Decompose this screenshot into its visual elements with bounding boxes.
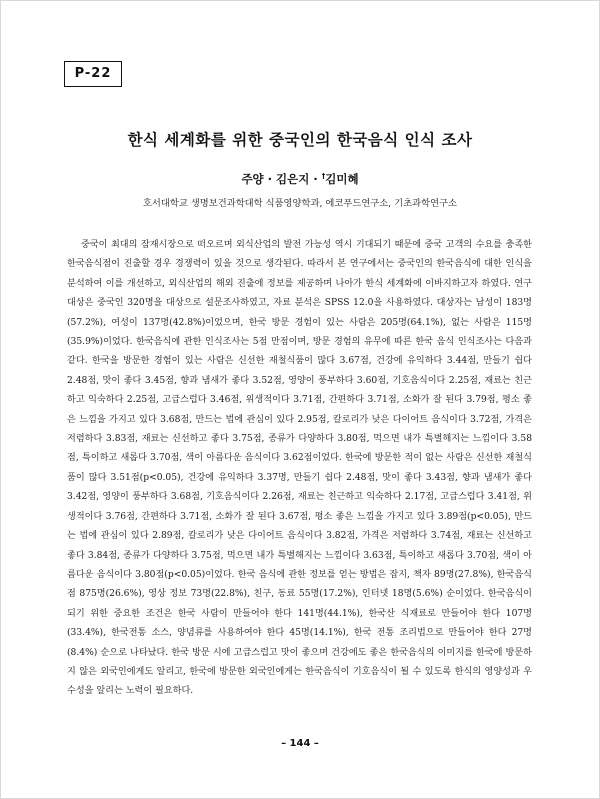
affiliation: 호서대학교 생명보건과학대학 식품영양학과, 에코푸드연구소, 기초과학연구소 xyxy=(142,198,458,209)
abstract-body: 중국이 최대의 잠재시장으로 떠오르며 외식산업의 발전 가능성 역시 기대되기 때문에 중국 고객의 수요를 충족한 한국음식점이 진출할 경우 경쟁력이 있을 것으로 생각된다. 따라서 본 연구에서는 중국인의 한국음식에 대한 인식을 분석하여 이를 개선하고, 외식산업의 해외 진출에 정보를 제공하며 나아가 한식 세계화에 이바지하고자 하였다. 연구 대상은 중국인 320명을 대상으로 설문조사하였고, 자료 분석은 SPSS 12.0을 사용하였다. 대상자는 남성이 183명(57.2%), 여성이 137명(42.8%)이었으며, 한국 방문 경험이 있는 사람은 205명(64.1%), 없는 사람은 115명(35.9%)이었다. 한국음식에 관한 인식조사는 5점 만점이며, 방문 경험의 유무에 따른 한국 음식 인식조사는 다음과 같다. 한국을 방문한 경험이 있는 사람은 신선한 재철식품이 많다 3.67점, 건강에 유익하다 3.44점, 만들기 쉽다 2.48점, 맛이 좋다 3.45점, 향과 냄새가 좋다 3.52점, 영양이 풍부하다 3.60점, 기호음식이다 2.25점, 재료는 친근하고 익숙하다 2.25점, 고급스럽다 3.46점, 위생적이다 3.71점, 간편하다 3.71점, 소화가 잘 된다 3.79점, 평소 좋은 느낌을 가지고 있다 3.68점, 만드는 법에 관심이 있다 2.95점, 칼로리가 낮은 다이어트 음식이다 3.72점, 가격은 저렴하다 3.83점, 재료는 신선하고 좋다 3.75점, 종류가 다양하다 3.80점, 먹으면 내가 특별해지는 느낌이다 3.58점, 특이하고 새롭다 3.70점, 색이 아름다운 음식이다 3.62점이었다. 한국에 방문한 적이 없는 사람은 신선한 재철식품이 많다 3.51점(p<0.05), 건강에 유익하다 3.37명, 만들기 쉽다 2.48점, 맛이 좋다 3.43점, 향과 냄새가 좋다 3.42점, 영양이 풍부하다 3.68점, 기호음식이다 2.26점, 재료는 친근하고 익숙하다 2.17점, 고급스럽다 3.41점, 위생적이다 3.76점, 간편하다 3.71점, 소화가 잘 된다 3.67점, 평소 좋은 느낌을 가지고 있다 3.89점(p<0.05), 만드는 법에 관심이 있다 2.89점, 칼로리가 낮은 다이어트 음식이다 3.82점, 가격은 저렴하다 3.74점, 재료는 신선하고 좋다 3.84점, 종류가 다양하다 3.75점, 먹으면 내가 특별해지는 느낌이다 3.63점, 특이하고 새롭다 3.70점, 색이 아름다운 음식이다 3.80점(p<0.05)이었다. 한국 음식에 관한 정보를 얻는 방법은 잡지, 책자 89명(27.8%), 한국음식점 875명(26.6%), 영상 정보 73명(22.8%), 친구, 동료 55명(17.2%), 인터넷 18명(5.6%) 순이었다. 한국음식이 되기 위한 중요한 조건은 한국 사람이 만들어야 한다 141명(44.1%), 한국산 식재료로 만들어야 한다 107명(33.4%), 한국전통 소스, 양념류를 사용하여야 한다 45명(14.1%), 한국 전통 조리법으로 만들어야 한다 27명(8.4%) 순으로 나타났다. 한국 방문 시에 고급스럽고 맛이 좋으며 건강에도 좋은 한국음식의 이미지를 한국에 방문하지 않은 외국인에게도 알리고, 한국에 방문한 외국인에게는 한국음식이 기호음식이 될 수 있도록 한식의 영양성과 우수성을 알리는 노력이 필요하다. xyxy=(67,240,532,697)
author-names: 주양 · 김은지 · xyxy=(241,172,322,186)
session-code-box xyxy=(64,61,122,87)
page-number: – 144 – xyxy=(281,738,319,749)
paper-title: 한식 세계화를 위한 중국인의 한국음식 인식 조사 xyxy=(127,131,473,149)
corresponding-mark: † xyxy=(321,172,326,181)
author-line xyxy=(0,171,600,187)
session-code: P-22 xyxy=(74,66,112,81)
corresponding-author: 김미혜 xyxy=(325,172,359,186)
